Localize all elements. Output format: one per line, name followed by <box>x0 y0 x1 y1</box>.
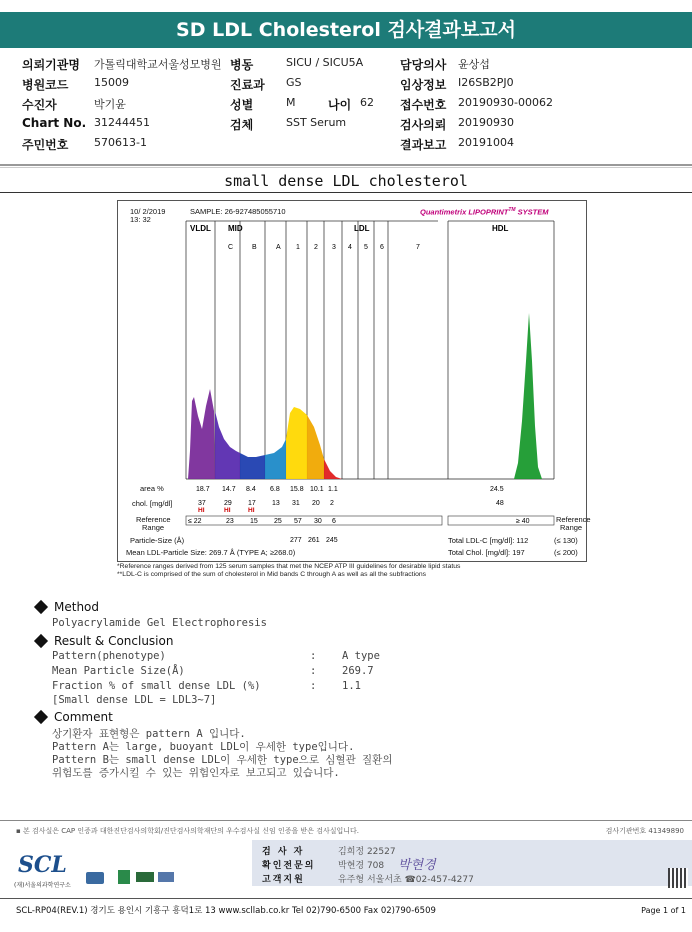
vldl-peak <box>188 389 215 479</box>
ldl1-peak <box>286 407 307 479</box>
request-label: 검사의뢰 <box>400 118 447 132</box>
ref-label-right-2: Range <box>560 523 583 532</box>
result-value-3: 1.1 <box>342 680 361 692</box>
sample-id: SAMPLE: 26-927485055710 <box>190 207 286 216</box>
chol-value: 17 <box>248 500 256 507</box>
sign-row-specialist <box>252 858 692 872</box>
section-divider <box>0 192 692 193</box>
reference-value: 23 <box>226 518 234 525</box>
sex-label: 성별 <box>230 98 254 112</box>
ward-label: 병동 <box>230 58 254 72</box>
high-flag: HI <box>248 507 255 514</box>
institution-code: 검사기관번호 41349890 <box>605 827 684 835</box>
doctor-label: 담당의사 <box>400 58 447 72</box>
band-label: 5 <box>364 244 368 251</box>
scl-logo: SCL <box>18 852 67 878</box>
chol-value: 20 <box>312 500 320 507</box>
reference-value: 30 <box>314 518 322 525</box>
area-value: 1.1 <box>328 486 338 493</box>
qr-code-icon <box>668 868 688 888</box>
accreditation-logo-icon <box>158 872 174 882</box>
page-number: Page 1 of 1 <box>641 906 686 915</box>
support-label: 고객지원 <box>262 875 305 885</box>
accreditation-logo-icon <box>118 870 130 884</box>
patient-label: 수진자 <box>22 98 57 112</box>
scl-logo-subtitle: (재)서울의과학연구소 <box>14 882 71 889</box>
footnote-2: **LDL-C is comprised of the sum of cholesterol in Mid bands C through A as well as all the subfractions <box>117 571 427 578</box>
support-value: 유주형 서울서초 ☎02-457-4277 <box>338 875 474 885</box>
result-colon-3: : <box>310 680 317 692</box>
total-ldl: Total LDL-C [mg/dl]: 112 <box>448 536 529 545</box>
address-line: SCL-RP04(REV.1) 경기도 용인시 기흥구 흥덕1로 13 www.scllab.co.kr Tel 02)790-6500 Fax 02)790-6509 <box>16 906 436 916</box>
section-title: small dense LDL cholesterol <box>224 172 468 190</box>
doctor-value: 윤상섭 <box>458 58 490 71</box>
method-heading-text: Method <box>54 600 100 614</box>
group-label-ldl: LDL <box>354 224 370 233</box>
total-ldl-ref: (≤ 130) <box>554 536 578 545</box>
request-value: 20190930 <box>458 116 514 129</box>
result-colon-2: : <box>310 665 317 677</box>
result-section <box>36 634 173 648</box>
ref-label-right-1: Reference <box>556 515 591 524</box>
ref-label-2: Range <box>142 523 165 532</box>
sign-row-tester <box>252 844 692 858</box>
band-label: 3 <box>332 244 336 251</box>
band-label: 7 <box>416 244 420 251</box>
ldl3-peak <box>324 459 342 479</box>
mid-b-peak <box>240 453 265 479</box>
chart-label: Chart No. <box>22 116 87 130</box>
chol-value: 29 <box>224 500 232 507</box>
tester-value: 김희정 22527 <box>338 847 396 857</box>
result-value-2: 269.7 <box>342 665 374 677</box>
certification-note: ▪ 본 검사실은 CAP 인증과 대한진단검사의학회/진단검사의학재단의 우수검사실 신임 인증을 받은 검사실입니다. <box>16 827 360 835</box>
result-key-2: Mean Particle Size(Å) <box>52 665 185 677</box>
institution-label: 의뢰기관명 <box>22 58 80 72</box>
band-label: A <box>276 244 281 251</box>
sex-value: M <box>286 96 296 109</box>
info-row-2 <box>22 76 672 94</box>
particle-size-value: 245 <box>326 537 338 544</box>
report-date: 10/ 2/2019 <box>130 207 166 216</box>
total-chol-ref: (≤ 200) <box>554 548 578 557</box>
chol-label: chol. [mg/dl] <box>132 499 173 508</box>
reference-value: ≤ 22 <box>188 518 202 525</box>
sign-row-support <box>252 872 692 886</box>
group-label-vldl: VLDL <box>190 224 211 233</box>
result-note: [Small dense LDL = LDL3~7] <box>52 694 217 706</box>
area-value: 6.8 <box>270 486 280 493</box>
specimen-label: 검체 <box>230 118 254 132</box>
ref-label-1: Reference <box>136 515 171 524</box>
hospital-code-value: 15009 <box>94 76 129 89</box>
specialist-label: 확인전문의 <box>262 861 316 871</box>
mid-c-peak <box>215 411 240 479</box>
high-flag: HI <box>224 507 231 514</box>
dept-label: 진료과 <box>230 78 265 92</box>
info-row-4 <box>22 116 672 134</box>
reference-value: 25 <box>274 518 282 525</box>
brand-name: Quantimetrix LIPOPRINT <box>420 207 509 217</box>
info-row-1 <box>22 56 672 74</box>
chart-value: 31244451 <box>94 116 150 129</box>
particle-size-value: 277 <box>290 537 302 544</box>
reference-value-hdl: ≥ 40 <box>516 518 530 525</box>
brand-system: SYSTEM <box>515 207 549 217</box>
footer-divider <box>0 820 692 821</box>
result-key-1: Pattern(phenotype) <box>52 650 166 662</box>
handwritten-signature: 박현경 <box>398 858 436 873</box>
chol-value: 48 <box>496 500 504 507</box>
dept-value: GS <box>286 76 302 89</box>
result-value-1: A type <box>342 650 380 662</box>
tester-label: 검 사 자 <box>262 847 305 857</box>
report-time: 13: 32 <box>130 215 151 224</box>
receipt-label: 접수번호 <box>400 98 447 112</box>
comment-line-4: 위험도를 증가시킬 수 있는 위험인자로 보고되고 있습니다. <box>52 767 340 779</box>
area-value: 18.7 <box>196 486 210 493</box>
reference-value: 6 <box>332 518 336 525</box>
comment-line-1: 상기환자 표현형은 pattern A 입니다. <box>52 728 246 740</box>
reference-value: 57 <box>294 518 302 525</box>
electrophoresis-chart <box>118 201 588 563</box>
band-label: 6 <box>380 244 384 251</box>
diamond-icon <box>34 709 48 723</box>
particle-size-value: 261 <box>308 537 320 544</box>
area-value: 15.8 <box>290 486 304 493</box>
signature-box <box>252 840 692 886</box>
method-section <box>36 600 99 614</box>
result-heading <box>36 634 173 648</box>
age-label: 나이 <box>328 98 352 112</box>
high-flag: HI <box>198 507 205 514</box>
area-label: area % <box>140 484 164 493</box>
ward-value: SICU / SICU5A <box>286 56 364 69</box>
diamond-icon <box>34 633 48 647</box>
diamond-icon <box>34 599 48 613</box>
accreditation-logos <box>86 868 176 886</box>
chol-value: 37 <box>198 500 206 507</box>
area-value: 14.7 <box>222 486 236 493</box>
result-date-value: 20191004 <box>458 136 514 149</box>
result-heading-text: Result & Conclusion <box>54 634 174 648</box>
accreditation-logo-icon <box>136 872 154 882</box>
receipt-value: 20190930-00062 <box>458 96 553 109</box>
result-colon-1: : <box>310 650 317 662</box>
divider <box>0 167 692 168</box>
rrn-label: 주민번호 <box>22 138 69 152</box>
mean-particle-size: Mean LDL-Particle Size: 269.7 Å (TYPE A; ≥268.0) <box>126 548 296 557</box>
area-value: 10.1 <box>310 486 324 493</box>
chol-value: 2 <box>330 500 334 507</box>
report-title: SD LDL Cholesterol 검사결과보고서 <box>0 12 692 48</box>
method-heading <box>36 600 99 614</box>
footnote-1: *Reference ranges derived from 125 serum samples that met the NCEP ATP III guidelines for desirable lipid status <box>117 563 461 570</box>
group-label-hdl: HDL <box>492 224 509 233</box>
total-chol: Total Chol. [mg/dl]: 197 <box>448 548 525 557</box>
comment-section <box>36 710 113 724</box>
clinical-label: 임상정보 <box>400 78 447 92</box>
comment-heading-text: Comment <box>54 710 113 724</box>
method-text: Polyacrylamide Gel Electrophoresis <box>52 617 267 629</box>
reference-range-box-hdl <box>448 516 554 525</box>
group-label-mid: MID <box>228 224 243 233</box>
hdl-peak <box>514 313 542 479</box>
brand-tm: TM <box>508 207 516 213</box>
hospital-code-label: 병원코드 <box>22 78 69 92</box>
band-label: 2 <box>314 244 318 251</box>
area-value: 8.4 <box>246 486 256 493</box>
age-value: 62 <box>360 96 374 109</box>
band-label: 4 <box>348 244 352 251</box>
chol-value: 31 <box>292 500 300 507</box>
cap-logo-icon <box>86 872 104 884</box>
institution-value: 가톨릭대학교서울성모병원 <box>94 58 222 71</box>
rrn-value: 570613-1 <box>94 136 147 149</box>
clinical-value: I26SB2PJ0 <box>458 76 514 89</box>
particle-size-label: Particle-Size (Å) <box>130 536 185 545</box>
comment-line-2: Pattern A는 large, buoyant LDL이 우세한 type입니다. <box>52 741 355 753</box>
info-row-3 <box>22 96 672 114</box>
patient-value: 박기윤 <box>94 98 126 111</box>
comment-heading <box>36 710 113 724</box>
specimen-value: SST Serum <box>286 116 347 129</box>
area-value: 24.5 <box>490 486 504 493</box>
result-date-label: 결과보고 <box>400 138 447 152</box>
footer-bottom-divider <box>0 898 692 899</box>
reference-value: 15 <box>250 518 258 525</box>
chol-value: 13 <box>272 500 280 507</box>
band-label: 1 <box>296 244 300 251</box>
divider <box>0 164 692 166</box>
specialist-value: 박현경 708 <box>338 861 385 871</box>
mid-a-peak <box>265 439 286 479</box>
ldl2-peak <box>307 415 324 479</box>
band-label: B <box>252 244 257 251</box>
band-label: C <box>228 244 234 251</box>
lipoprint-report <box>117 200 591 562</box>
info-row-5 <box>22 136 672 154</box>
result-key-3: Fraction % of small dense LDL (%) <box>52 680 261 692</box>
comment-line-3: Pattern B는 small dense LDL이 우세한 type으로 심혈관 질환의 <box>52 754 393 766</box>
